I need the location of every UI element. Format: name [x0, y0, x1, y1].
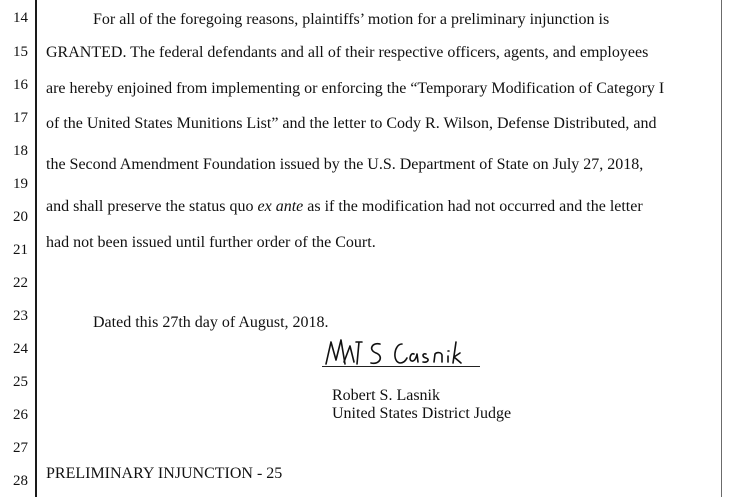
body-line: of the United States Munitions List” and the letter to Cody R. Wilson, Defense Distributed, and — [46, 115, 657, 132]
body-line: GRANTED. The federal defendants and all of their respective officers, agents, and employees — [46, 44, 649, 61]
line-number: 17 — [13, 110, 28, 126]
body-line: are hereby enjoined from implementing or enforcing the “Temporary Modification of Category I — [46, 80, 665, 97]
judge-signature — [322, 334, 502, 374]
judge-title: United States District Judge — [332, 405, 512, 422]
line-number: 27 — [13, 440, 28, 456]
body-line: had not been issued until further order of the Court. — [46, 234, 376, 251]
body-line: For all of the foregoing reasons, plaintiffs’ motion for a preliminary injunction is — [93, 11, 610, 28]
body-line: the Second Amendment Foundation issued by the U.S. Department of State on July 27, 2018, — [46, 156, 644, 173]
line-number: 20 — [13, 209, 28, 225]
line-number: 25 — [13, 374, 28, 390]
line-number: 23 — [13, 308, 28, 324]
line-number: 15 — [13, 44, 28, 60]
latin-term: ex ante — [257, 198, 304, 215]
line-number: 28 — [13, 473, 28, 489]
line-number: 26 — [13, 407, 28, 423]
right-margin-rule — [721, 0, 722, 497]
body-text: and shall preserve the status quo — [46, 198, 258, 215]
line-number: 21 — [13, 242, 28, 258]
body-line — [46, 198, 643, 216]
line-number: 16 — [13, 77, 28, 93]
line-number: 19 — [13, 176, 28, 192]
signature-line — [322, 366, 480, 367]
page-footer: PRELIMINARY INJUNCTION - 25 — [46, 465, 283, 482]
line-number: 22 — [13, 275, 28, 291]
line-number: 14 — [13, 10, 28, 26]
left-margin-rule — [35, 0, 37, 497]
dated-line: Dated this 27th day of August, 2018. — [93, 314, 329, 331]
line-number: 18 — [13, 143, 28, 159]
judge-name: Robert S. Lasnik — [332, 387, 440, 404]
body-text: as if the modification had not occurred and the letter — [303, 198, 643, 215]
line-number: 24 — [13, 341, 28, 357]
